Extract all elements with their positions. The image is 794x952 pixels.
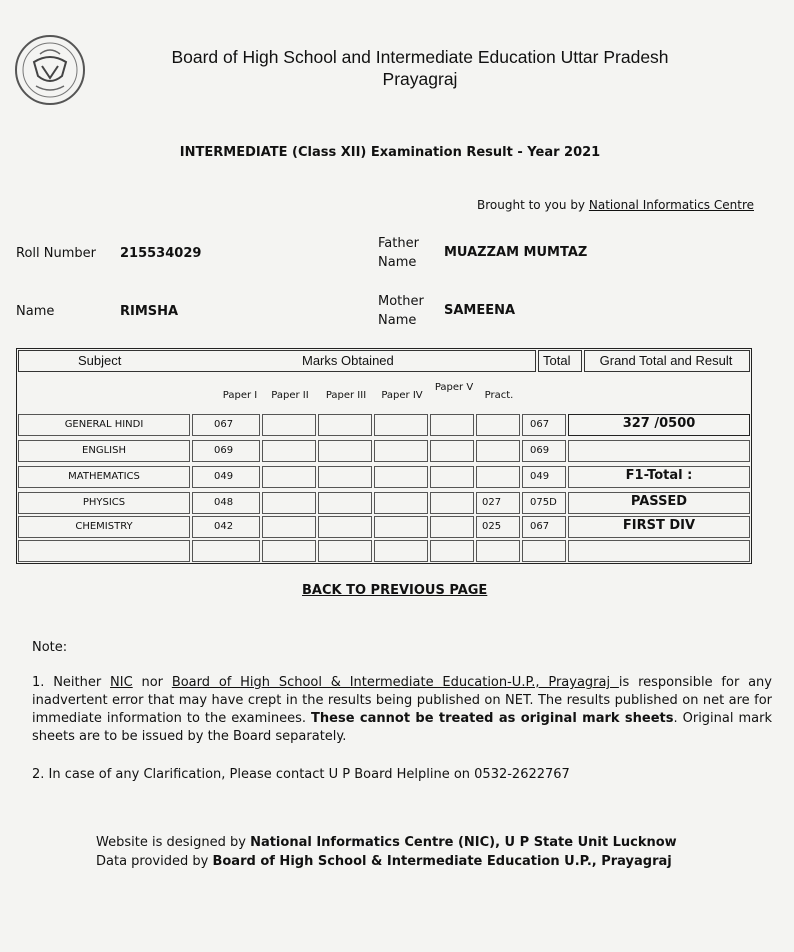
note-2: 2. In case of any Clarification, Please contact U P Board Helpline on 0532-2622767 xyxy=(32,767,570,782)
header-subject: Subject xyxy=(78,353,122,368)
footer-line-2-bold: Board of High School & Intermediate Education U.P., Prayagraj xyxy=(212,854,672,869)
roll-number-label: Roll Number xyxy=(16,246,96,261)
table-cell xyxy=(522,540,566,562)
subheader-paper-1: Paper I xyxy=(222,390,258,401)
note-1-bold: These cannot be treated as original mark sheets xyxy=(311,711,674,726)
nic-text: NIC xyxy=(110,675,133,690)
subheader-paper-2: Paper II xyxy=(271,390,309,401)
up-government-logo xyxy=(12,32,88,108)
table-cell xyxy=(374,516,428,538)
note-1-part-a: 1. Neither xyxy=(32,675,111,690)
table-cell xyxy=(192,540,260,562)
note-heading: Note: xyxy=(32,640,68,655)
table-cell xyxy=(374,540,428,562)
subheader-paper-3: Paper III xyxy=(325,390,367,401)
cell-paper-1: 069 xyxy=(214,445,234,456)
cell-subject: ENGLISH xyxy=(82,445,126,456)
cell-paper-1: 042 xyxy=(214,521,234,532)
table-cell xyxy=(262,492,316,514)
exam-title: INTERMEDIATE (Class XII) Examination Result - Year 2021 xyxy=(179,145,601,160)
table-cell xyxy=(18,540,190,562)
cell-pract: 025 xyxy=(482,521,502,532)
grand-total-box xyxy=(568,414,750,436)
footer-line-1-prefix: Website is designed by xyxy=(96,835,251,850)
header-grand-total: Grand Total and Result xyxy=(599,353,733,368)
table-cell xyxy=(568,540,750,562)
header-total: Total xyxy=(543,353,571,368)
table-cell xyxy=(374,466,428,488)
name-label: Name xyxy=(16,304,55,319)
footer-line-2 xyxy=(96,853,736,871)
cell-total: 069 xyxy=(530,445,550,456)
table-cell xyxy=(374,440,428,462)
table-cell xyxy=(430,492,474,514)
table-cell xyxy=(374,414,428,436)
cell-total: 067 xyxy=(530,419,550,430)
brought-by-line xyxy=(477,198,754,212)
cell-subject: MATHEMATICS xyxy=(68,471,140,482)
note-1-part-c: is responsible for any inadvertent error that may have crept in the results being published on NET. The results published on net are for immediate information to the examinees. xyxy=(32,675,772,726)
table-cell xyxy=(430,516,474,538)
table-cell xyxy=(476,440,520,462)
table-cell xyxy=(318,466,372,488)
table-cell xyxy=(374,492,428,514)
table-cell xyxy=(476,466,520,488)
table-cell xyxy=(568,440,750,462)
table-cell xyxy=(262,466,316,488)
name-value: RIMSHA xyxy=(120,304,179,319)
table-cell xyxy=(318,492,372,514)
table-cell xyxy=(318,414,372,436)
father-label-line1: Father xyxy=(378,236,419,251)
cell-total: 075D xyxy=(530,497,557,508)
father-name-label xyxy=(378,234,419,272)
back-to-previous-page-link[interactable]: BACK TO PREVIOUS PAGE xyxy=(302,583,488,598)
footer-line-1 xyxy=(96,834,736,852)
board-title-line2: Prayagraj xyxy=(382,69,458,89)
board-title-line1: Board of High School and Intermediate Education Uttar Pradesh xyxy=(171,47,669,67)
cell-subject: CHEMISTRY xyxy=(75,521,133,532)
table-cell xyxy=(430,540,474,562)
cell-paper-1: 049 xyxy=(214,471,234,482)
table-cell xyxy=(262,516,316,538)
table-cell xyxy=(430,466,474,488)
mother-name-label xyxy=(378,292,424,330)
table-cell xyxy=(430,414,474,436)
footer-line-2-prefix: Data provided by xyxy=(96,854,213,869)
table-cell xyxy=(262,440,316,462)
note-1-part-d: . Original mark sheets are to be issued by the Board separately. xyxy=(32,711,772,744)
cell-total: 067 xyxy=(530,521,550,532)
father-name-value: MUAZZAM MUMTAZ xyxy=(444,245,588,260)
table-cell xyxy=(476,414,520,436)
mother-label-line2: Name xyxy=(378,313,417,328)
cell-result: 327 /0500 xyxy=(622,416,696,431)
cell-paper-1: 048 xyxy=(214,497,234,508)
note-1 xyxy=(32,674,772,746)
subheader-pract: Pract. xyxy=(484,390,514,401)
header-marks-obtained: Marks Obtained xyxy=(302,353,394,368)
table-cell xyxy=(262,540,316,562)
mother-name-value: SAMEENA xyxy=(444,303,516,318)
cell-subject: GENERAL HINDI xyxy=(64,419,144,430)
footer-line-1-bold: National Informatics Centre (NIC), U P State Unit Lucknow xyxy=(250,835,677,850)
subheader-paper-5: Paper V xyxy=(434,382,474,393)
board-title xyxy=(120,46,720,90)
note-1-part-b: nor xyxy=(132,675,172,690)
table-cell xyxy=(476,540,520,562)
marks-table xyxy=(16,348,752,564)
cell-result: FIRST DIV xyxy=(622,518,696,533)
father-label-line2: Name xyxy=(378,255,417,270)
cell-total: 049 xyxy=(530,471,550,482)
cell-subject: PHYSICS xyxy=(82,497,126,508)
cell-paper-1: 067 xyxy=(214,419,234,430)
table-cell xyxy=(430,440,474,462)
cell-pract: 027 xyxy=(482,497,502,508)
table-cell xyxy=(262,414,316,436)
mother-label-line1: Mother xyxy=(378,294,424,309)
table-cell xyxy=(318,540,372,562)
table-cell xyxy=(318,440,372,462)
subheader-paper-4: Paper IV xyxy=(381,390,423,401)
brought-by-prefix: Brought to you by xyxy=(477,198,586,212)
cell-result: F1-Total : xyxy=(625,468,693,483)
roll-number-value: 215534029 xyxy=(120,246,202,261)
board-name-text: Board of High School & Intermediate Education-U.P., Prayagraj xyxy=(171,675,619,690)
cell-result: PASSED xyxy=(630,494,688,509)
table-cell xyxy=(318,516,372,538)
nic-link[interactable]: National Informatics Centre xyxy=(588,198,754,212)
